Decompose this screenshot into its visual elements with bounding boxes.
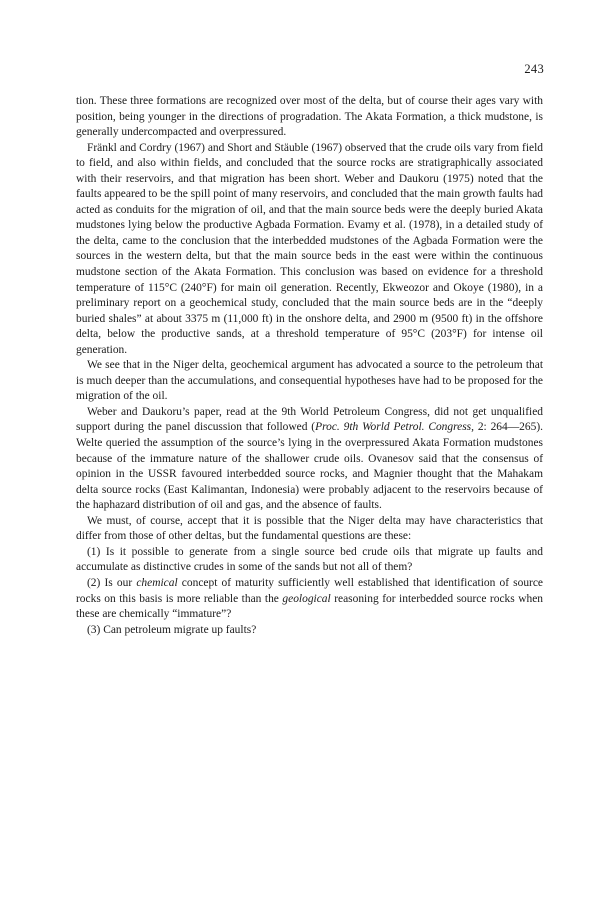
question-2-middle: concept of maturity sufficiently well established that identification of source rocks on this basis is more reliable than the xyxy=(76,576,544,605)
paragraph-geochemical-argument: We see that in the Niger delta, geochemical argument has advocated a source to the petroleum that is much deeper than the accumulations, and consequential hypotheses have had to be proposed for the migration of the oil. xyxy=(76,359,543,403)
question-2 xyxy=(76,576,543,623)
question-3: (3) Can petroleum migrate up faults? xyxy=(87,623,257,636)
question-2-chemical: chemical xyxy=(136,576,178,589)
question-2-start: (2) Is our xyxy=(87,576,137,589)
paragraph-fundamental-questions: We must, of course, accept that it is possible that the Niger delta may have characteristics that differ from those of other deltas, but the fundamental questions are these: xyxy=(76,514,543,543)
body-text xyxy=(76,94,543,638)
paragraph-congress-discussion xyxy=(76,405,543,514)
paragraph-source-rocks: Fränkl and Cordry (1967) and Short and Stäuble (1967) observed that the crude oils vary from field to field, and also within fields, and concluded that the source rocks are stratigraphically associated with their reservoirs, and that migration has been short. Weber and Daukoru (1975) noted that the faults appeared to be the spill point of many reservoirs, and concluded that the main growth faults had acted as conduits for the migration of oil, and that the main source beds were the deeply buried Akata mudstones lying below the productive Agbada Formation. Evamy et al. (1978), in a detailed study of the delta, came to the conclusion that the interbedded mudstones of the Agbada Formation were the sources in the western delta, but that the main source beds in the east were within the continuous mudstone section of the Akata Formation. This conclusion was based on evidence for a threshold temperature of 115°C (240°F) for main oil generation. Recently, Ekweozor and Okoye (1980), in a preliminary report on a geochemical study, concluded that the main source beds are in the “deeply buried shales” at about 3375 m (11,000 ft) in the onshore delta, and 2900 m (9500 ft) in the offshore delta, below the productive sands, at a threshold temperature of 95°C (203°F) for intense oil generation. xyxy=(76,141,543,356)
paragraph-continuation: tion. These three formations are recognized over most of the delta, but of course their ages vary with position, being younger in the directions of progradation. The Akata Formation, a thick mudstone, is generally undercompacted and overpressured. xyxy=(76,95,543,139)
question-2-geological: geological xyxy=(282,592,331,605)
question-1: (1) Is it possible to generate from a single source bed crude oils that migrate up faults and accumulate as distinctive crudes in some of the sands but not all of them? xyxy=(76,545,543,574)
congress-text-start: Weber and Daukoru’s paper, read at the 9th World Petroleum Congress, did not get unqualified support during the panel discussion that followed ( xyxy=(76,405,543,434)
page-number: 243 xyxy=(524,62,544,76)
congress-text-end: 2: 264—265). Welte queried the assumption of the source’s lying in the overpressured Akata Formation mudstones because of the immature nature of the shallower crude oils. Ovanesov said that the consensus of opinion in the USSR favoured interbedded source rocks, and Magnier thought that the Mahakam delta source rocks (East Kalimantan, Indonesia) were probably adjacent to the reservoirs because of the haphazard distribution of oil and gas, and the absence of faults. xyxy=(76,421,543,512)
congress-citation: Proc. 9th World Petrol. Congress, xyxy=(315,421,474,434)
question-2-end: reasoning for interbedded source rocks when these are chemically “immature”? xyxy=(76,592,544,621)
